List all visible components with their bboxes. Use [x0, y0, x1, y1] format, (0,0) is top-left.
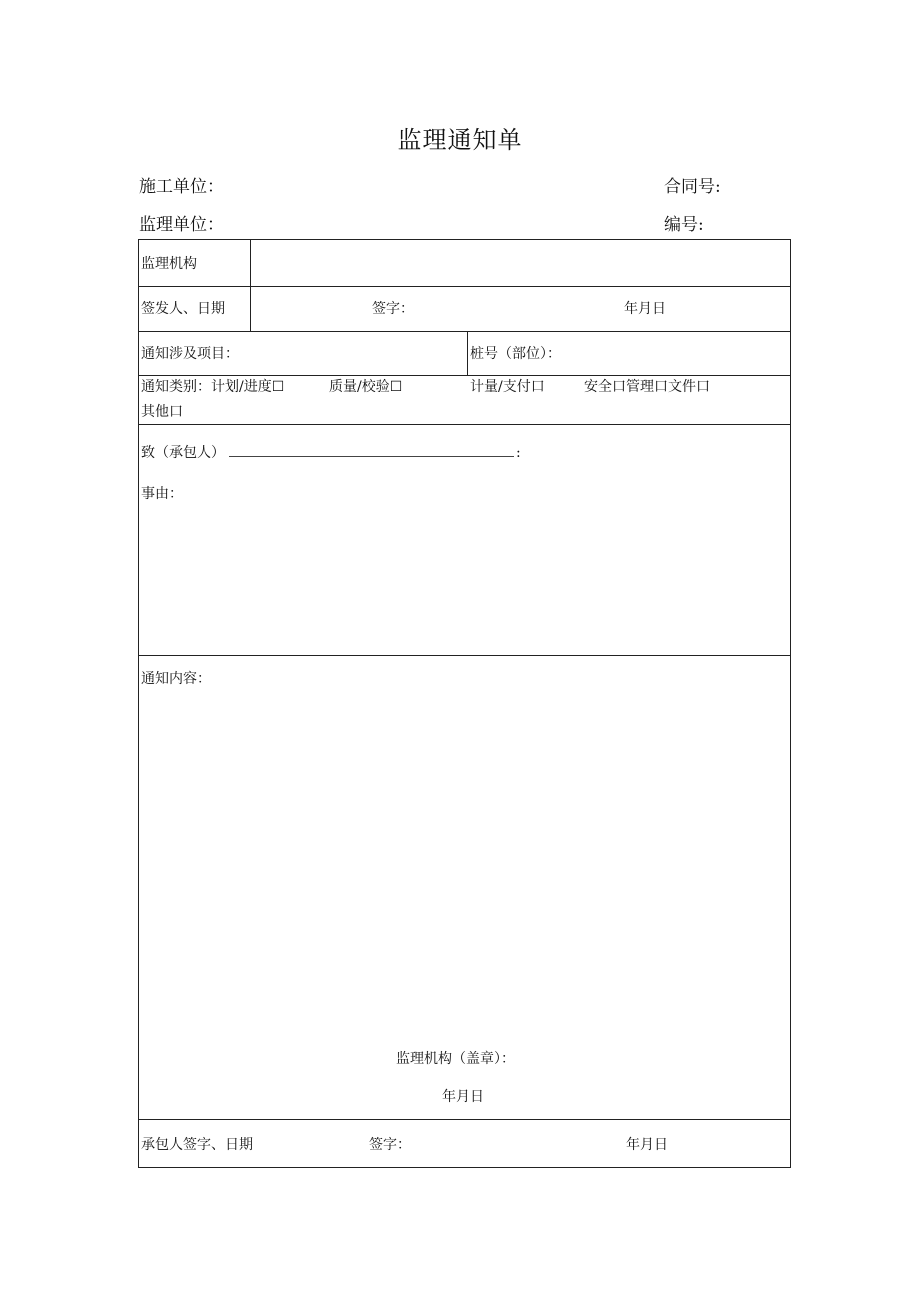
category-label: 通知类别： — [141, 379, 211, 395]
org-label: 监理机构 — [141, 256, 197, 272]
contractor-date-value: 年月日 — [626, 1137, 668, 1153]
category-option-quality-checkbox[interactable]: 质量/校验☐ — [329, 379, 403, 395]
category-option-payment-checkbox[interactable]: 计量/支付口 — [470, 379, 545, 395]
contract-number-label: 合同号: — [664, 177, 721, 197]
row-divider — [139, 424, 790, 425]
category-option-safety-management-document-checkbox[interactable]: 安全口管理口文件口 — [584, 379, 710, 395]
seal-label: 监理机构（盖章）： — [396, 1051, 515, 1067]
supervisor-unit-label: 监理单位： — [139, 215, 224, 235]
row-divider — [139, 331, 790, 332]
row-divider — [139, 286, 790, 287]
notice-form — [138, 239, 791, 1168]
row-divider — [139, 1119, 790, 1120]
recipient-colon: : — [516, 445, 521, 461]
contractor-sign-label: 签字： — [369, 1137, 411, 1153]
category-option-other-checkbox[interactable]: 其他口 — [141, 404, 183, 420]
category-option-plan-checkbox[interactable]: 计划/进度☐ — [211, 379, 285, 395]
issuer-date-label: 签发人、日期 — [141, 301, 225, 317]
content-label: 通知内容： — [141, 671, 211, 687]
station-label: 桩号（部位）： — [470, 346, 561, 362]
seal-date: 年月日 — [442, 1089, 484, 1105]
project-label: 通知涉及项目： — [141, 346, 239, 362]
contractor-label: 施工单位： — [139, 177, 224, 197]
serial-number-label: 编号: — [664, 215, 704, 235]
reason-label: 事由： — [141, 486, 183, 502]
recipient-line — [141, 444, 521, 462]
recipient-input[interactable] — [229, 444, 514, 457]
document-title: 监理通知单 — [397, 126, 523, 154]
org-value-field[interactable] — [251, 241, 789, 285]
category-line — [141, 378, 284, 396]
contractor-sign-date-label: 承包人签字、日期 — [141, 1137, 253, 1153]
issuer-sign-label: 签字： — [372, 301, 414, 317]
recipient-label: 致（承包人） — [141, 445, 225, 461]
row-divider — [139, 655, 790, 656]
issuer-date-value: 年月日 — [624, 301, 666, 317]
row-divider — [139, 375, 790, 376]
column-divider — [467, 331, 468, 375]
